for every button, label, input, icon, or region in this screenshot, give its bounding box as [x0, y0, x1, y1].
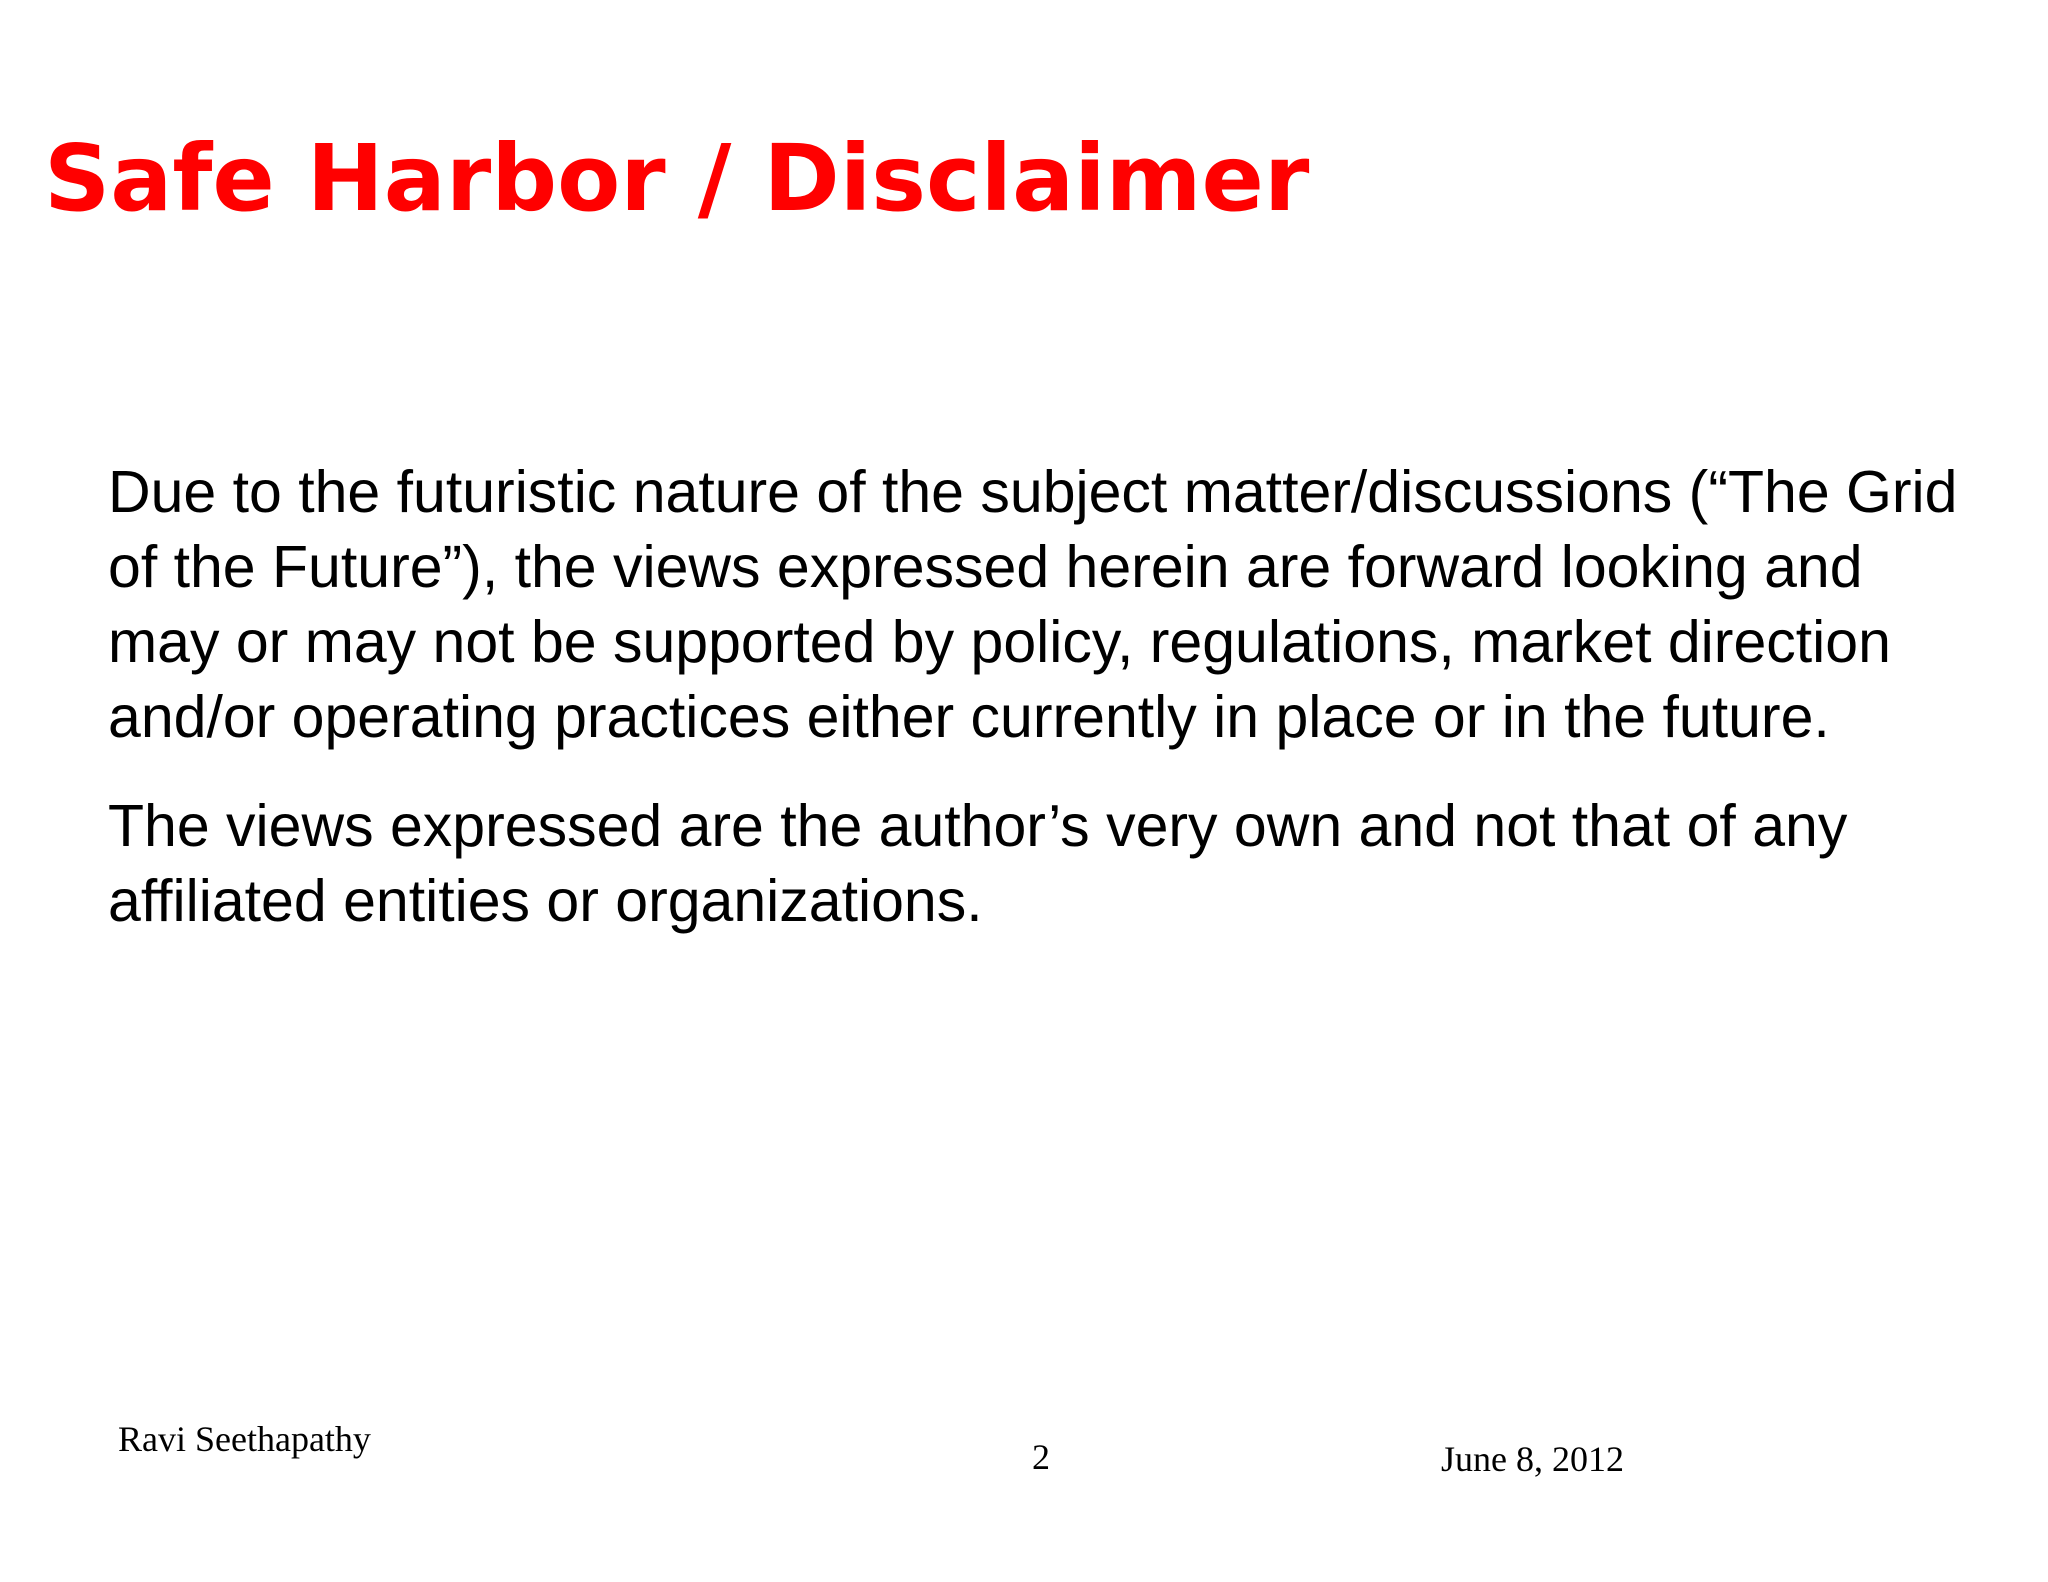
disclaimer-paragraph-author-views: The views expressed are the author’s very own and not that of any affiliated entities or organizations. — [108, 793, 1848, 934]
footer-author: Ravi Seethapathy — [118, 1419, 371, 1459]
disclaimer-paragraph-forward-looking: Due to the futuristic nature of the subject matter/discussions (“The Grid of the Future”), the views expressed herein are forward looking and may or may not be supported by policy, regulations, market direction and/or operating practices either currently in place or in the future. — [108, 459, 1958, 750]
slide-title: Safe Harbor / Disclaimer — [44, 125, 1310, 232]
slide-body — [108, 455, 1988, 973]
footer-page-number: 2 — [1032, 1437, 1050, 1477]
footer-date: June 8, 2012 — [1441, 1439, 1624, 1479]
